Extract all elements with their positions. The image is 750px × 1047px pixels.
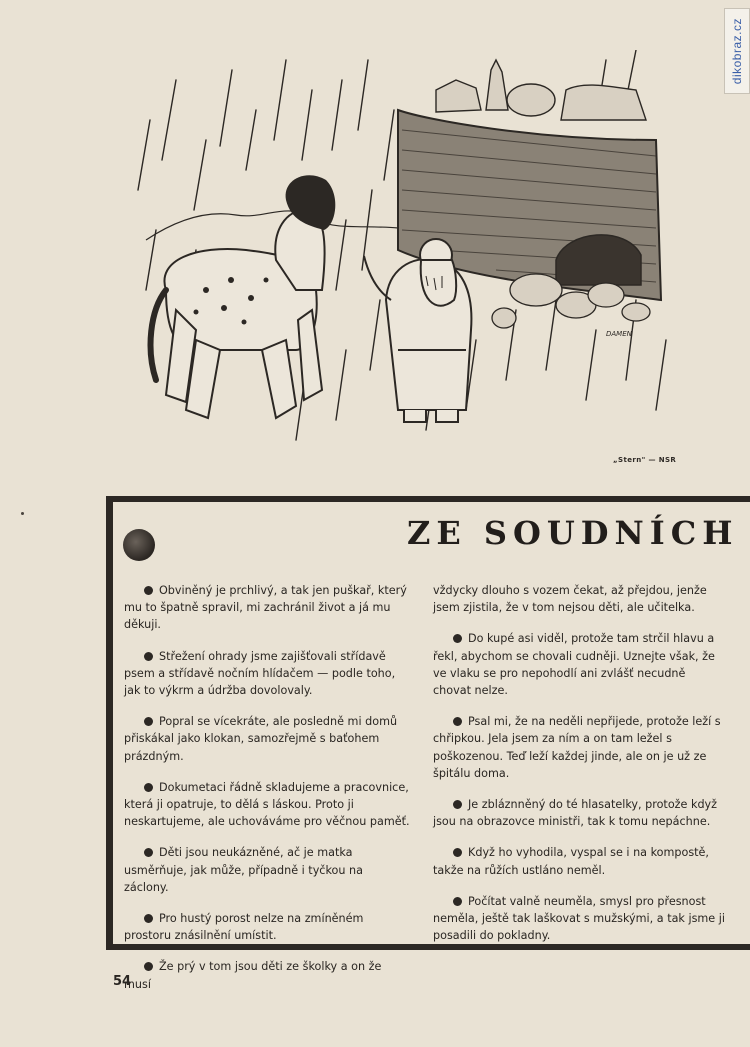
paragraph: [124, 910, 410, 944]
paragraph-text: Je zbláznněný do té hlasatelky, protože když jsou na obrazovce ministři, tak k tomu nepáchne.: [433, 798, 718, 829]
image-credit: „Stern" — NSR: [613, 456, 677, 464]
paragraph-text: Když ho vyhodila, vyspal se i na kompostě, takže na růžích ustláno neměl.: [433, 846, 709, 877]
paragraph-text: Psal mi, že na neděli nepřijede, protože leží s chřipkou. Jela jsem za ním a on tam ležel s poškozenou. Teď leží každej jinde, ale on je už ze špitálu doma.: [433, 715, 721, 780]
paragraph: [124, 779, 410, 831]
page-number: 54: [113, 974, 132, 989]
watermark: [724, 8, 750, 94]
bullet-icon: [144, 848, 153, 857]
artist-signature: DAMEN: [606, 330, 632, 338]
stray-dot: [21, 512, 24, 515]
paragraph-text: Popral se vícekráte, ale posledně mi domů přiskákal jako klokan, samozřejmě s baťohem prázdným.: [124, 715, 398, 763]
paragraph: [124, 713, 410, 765]
bullet-icon: [144, 914, 153, 923]
paragraph-text: Děti jsou neukázněné, ač je matka usměrňuje, jak může, případně i tyčkou na záclony.: [124, 846, 363, 894]
paragraph: [124, 648, 410, 700]
paragraph: [433, 844, 725, 878]
paragraph: [433, 796, 725, 830]
bullet-icon: [453, 634, 462, 643]
bullet-icon: [453, 848, 462, 857]
paragraph-text: Pro hustý porost nelze na zmíněném prostoru znásilnění umístit.: [124, 912, 364, 943]
watermark-text: dikobraz.cz: [730, 17, 744, 85]
bullet-icon: [144, 962, 153, 971]
bullet-icon: [144, 586, 153, 595]
paragraph-text: vždycky dlouho s vozem čekat, až přejdou, jenže jsem zjistila, že v tom nejsou děti, ale učitelka.: [433, 584, 707, 615]
bullet-icon: [453, 897, 462, 906]
article-heading: ZE SOUDNÍCH: [407, 514, 739, 552]
paragraph-text: Střežení ohrady jsme zajišťovali střídavě psem a střídavě nočním hlídačem — podle toho, jak to výkrm a údržba dovolovaly.: [124, 649, 396, 698]
left-column: [124, 582, 410, 1007]
heading-bullet: [123, 529, 155, 561]
paragraph-text: Obviněný je prchlivý, a tak jen puškař, který mu to špatně spravil, mi zachránil život a já mu děkuji.: [124, 584, 407, 632]
cartoon-illustration: [136, 50, 676, 450]
paragraph: [124, 582, 410, 634]
paragraph: [433, 713, 725, 782]
bullet-icon: [453, 717, 462, 726]
bullet-icon: [144, 652, 153, 661]
bullet-icon: [453, 800, 462, 809]
paragraph-text: Do kupé asi viděl, protože tam strčil hlavu a řekl, abychom se chovali cudněji. Uznejte však, že ve vlaku se pro nepohodlí ani zvlášť necudně chovat nelze.: [433, 632, 715, 698]
paragraph-text: Dokumetaci řádně skladujeme a pracovnice, která ji opatruje, to dělá s láskou. Proto ji neskartujeme, ale uchováváme pro věčnou paměť.: [124, 780, 410, 829]
right-column: [433, 582, 725, 958]
paragraph-continuation: [433, 582, 725, 616]
paragraph-text: Že prý v tom jsou děti ze školky a on že musí: [124, 960, 382, 991]
paragraph-text: Počítat valně neuměla, smysl pro přesnost neměla, ještě tak laškovat s mužskými, a tak jsme ji posadili do pokladny.: [433, 894, 725, 943]
paragraph: [433, 630, 725, 699]
paragraph: [124, 958, 410, 992]
paragraph: [124, 844, 410, 896]
paragraph: [433, 893, 725, 945]
bullet-icon: [144, 717, 153, 726]
bullet-icon: [144, 783, 153, 792]
